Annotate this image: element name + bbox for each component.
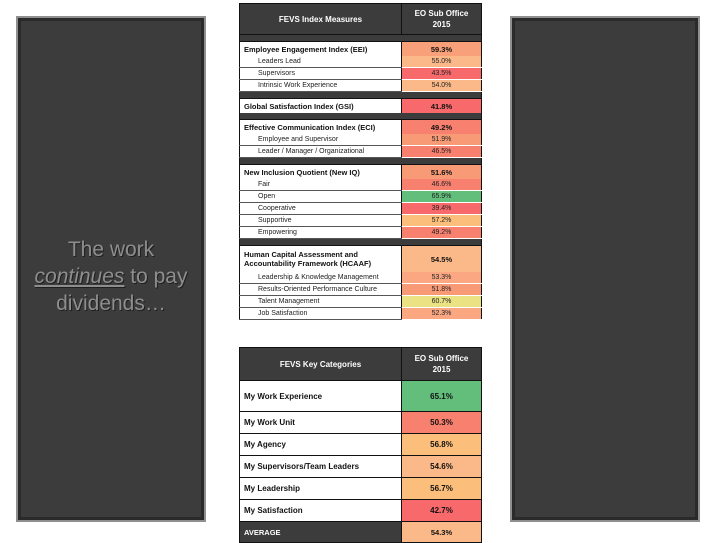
caption-line-2 <box>18 263 204 290</box>
sub-measure-value: 53.3% <box>402 272 482 284</box>
group-spacer <box>240 92 482 99</box>
group-spacer <box>240 158 482 165</box>
category-label: My Supervisors/Team Leaders <box>240 456 402 478</box>
category-row <box>240 412 482 434</box>
caption-line-1: The work <box>67 238 155 261</box>
sub-measure-value: 43.5% <box>402 68 482 80</box>
category-row <box>240 456 482 478</box>
sub-measure-row <box>240 191 482 203</box>
category-value: 50.3% <box>402 412 482 434</box>
sub-measure-row <box>240 56 482 68</box>
sub-measure-value: 54.0% <box>402 80 482 92</box>
sub-measure-row <box>240 296 482 308</box>
header-value-line-2: 2015 <box>432 365 451 374</box>
category-row <box>240 500 482 522</box>
sub-measure-value: 60.7% <box>402 296 482 308</box>
average-label: AVERAGE <box>240 522 402 543</box>
measure-label: Employee Engagement Index (EEI) <box>240 42 402 57</box>
sub-measure-label: Supportive <box>240 215 402 227</box>
sub-measure-label: Talent Management <box>240 296 402 308</box>
average-value: 54.3% <box>402 522 482 543</box>
measure-row <box>240 165 482 180</box>
average-row <box>240 522 482 543</box>
category-label: My Satisfaction <box>240 500 402 522</box>
measure-value: 49.2% <box>402 120 482 135</box>
category-value: 65.1% <box>402 381 482 412</box>
measure-label: Human Capital Assessment and Accountability Framework (HCAAF) <box>240 246 402 273</box>
sub-measure-value: 57.2% <box>402 215 482 227</box>
category-value: 54.6% <box>402 456 482 478</box>
sub-measure-label: Employee and Supervisor <box>240 134 402 146</box>
sub-measure-label: Leadership & Knowledge Management <box>240 272 402 284</box>
group-spacer <box>240 35 482 42</box>
measure-value: 41.8% <box>402 99 482 114</box>
spacer-cell <box>240 92 482 99</box>
sub-measure-row <box>240 272 482 284</box>
measure-value: 59.3% <box>402 42 482 57</box>
sub-measure-label: Job Satisfaction <box>240 308 402 320</box>
category-row <box>240 478 482 500</box>
sub-measure-label: Fair <box>240 179 402 191</box>
sub-measure-label: Empowering <box>240 227 402 239</box>
sub-measure-label: Leader / Manager / Organizational <box>240 146 402 158</box>
sub-measure-value: 52.3% <box>402 308 482 320</box>
sub-measure-value: 51.8% <box>402 284 482 296</box>
measure-value: 51.6% <box>402 165 482 180</box>
spacer-cell <box>240 158 482 165</box>
header-value-line-2: 2015 <box>432 20 451 29</box>
spacer-cell <box>240 239 482 246</box>
categories-header-label: FEVS Key Categories <box>240 348 402 381</box>
measures-header-label: FEVS Index Measures <box>240 4 402 35</box>
measure-label: Effective Communication Index (ECI) <box>240 120 402 135</box>
fevs-index-measures-table <box>239 3 482 320</box>
sub-measure-label: Leaders Lead <box>240 56 402 68</box>
caption-emphasis: continues <box>34 265 125 288</box>
sub-measure-label: Results-Oriented Performance Culture <box>240 284 402 296</box>
fevs-key-categories-table <box>239 347 482 543</box>
measure-row <box>240 120 482 135</box>
sub-measure-value: 39.4% <box>402 203 482 215</box>
panel-caption <box>18 236 204 317</box>
measures-header-value <box>402 4 482 35</box>
measures-header-row <box>240 4 482 35</box>
measure-row <box>240 42 482 57</box>
sub-measure-value: 49.2% <box>402 227 482 239</box>
sub-measure-row <box>240 134 482 146</box>
category-label: My Leadership <box>240 478 402 500</box>
sub-measure-value: 46.6% <box>402 179 482 191</box>
spacer-cell <box>240 35 482 42</box>
category-label: My Agency <box>240 434 402 456</box>
sub-measure-label: Cooperative <box>240 203 402 215</box>
category-row <box>240 434 482 456</box>
sub-measure-row <box>240 284 482 296</box>
right-dark-panel <box>510 16 700 522</box>
sub-measure-row <box>240 179 482 191</box>
category-value: 56.7% <box>402 478 482 500</box>
sub-measure-value: 55.0% <box>402 56 482 68</box>
sub-measure-value: 51.9% <box>402 134 482 146</box>
sub-measure-row <box>240 203 482 215</box>
category-label: My Work Experience <box>240 381 402 412</box>
category-label: My Work Unit <box>240 412 402 434</box>
measure-value: 54.5% <box>402 246 482 273</box>
category-row <box>240 381 482 412</box>
header-value-line-1: EO Sub Office <box>414 354 469 363</box>
measure-label: Global Satisfaction Index (GSI) <box>240 99 402 114</box>
sub-measure-row <box>240 80 482 92</box>
caption-line-3: dividends… <box>56 292 166 315</box>
header-value-line-1: EO Sub Office <box>414 9 469 18</box>
measure-label: New Inclusion Quotient (New IQ) <box>240 165 402 180</box>
category-value: 56.8% <box>402 434 482 456</box>
measure-row <box>240 246 482 273</box>
sub-measure-value: 65.9% <box>402 191 482 203</box>
category-value: 42.7% <box>402 500 482 522</box>
caption-line-2-rest: to pay <box>124 265 188 288</box>
categories-header-value <box>402 348 482 381</box>
group-spacer <box>240 239 482 246</box>
sub-measure-label: Intrinsic Work Experience <box>240 80 402 92</box>
sub-measure-row <box>240 68 482 80</box>
sub-measure-label: Open <box>240 191 402 203</box>
sub-measure-row <box>240 227 482 239</box>
categories-header-row <box>240 348 482 381</box>
left-dark-panel <box>16 16 206 522</box>
sub-measure-value: 46.5% <box>402 146 482 158</box>
sub-measure-label: Supervisors <box>240 68 402 80</box>
measure-row <box>240 99 482 114</box>
sub-measure-row <box>240 308 482 320</box>
sub-measure-row <box>240 215 482 227</box>
sub-measure-row <box>240 146 482 158</box>
